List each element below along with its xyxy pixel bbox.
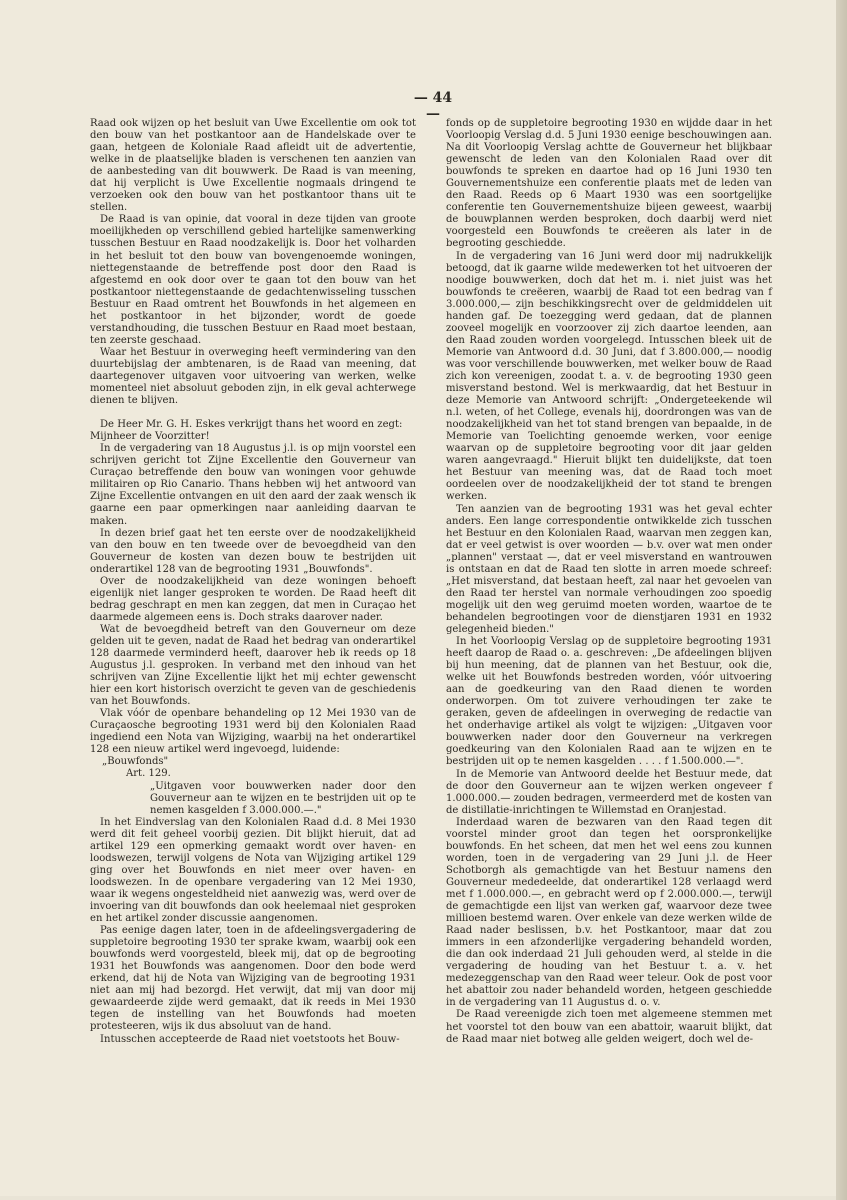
paragraph: In het Eindverslag van den Kolonialen Raad d.d. 8 Mei 1930 werd dit feit geheel voorbij gezien. Dit blijkt hieruit, dat ad artikel 129 een opmerking gemaakt wordt over haven- en loodswezen, terwijl volgens de Nota van Wijziging artikel 129 ging over het Bouwfonds en niet meer over haven- en loodswezen. In de openbare vergadering van 12 Mei 1930, waar ik wegens ongesteldheid niet aanwezig was, werd over de invoering van dit bouwfonds dan ook heelemaal niet gesproken en het artikel zonder discussie aangenomen. [90,816,416,925]
paragraph: Waar het Bestuur in overweging heeft vermindering van den duurtebijslag der ambtenaren, is de Raad van meening, dat daartegenover uitgaven voor uitvoering van werken, welke momenteel niet absoluut geboden zijn, in elk geval achterwege dienen te blijven. [90,346,416,407]
paragraph: De Raad is van opinie, dat vooral in deze tijden van groote moeilijkheden op verschillend gebied hartelijke samenwerking tusschen Bestuur en Raad noodzakelijk is. Door het volharden in het besluit tot den bouw van bovengenoemde woningen, niettegenstaande de betreffende post door den Raad is afgestemd en ook door over te gaan tot den bouw van het postkantoor niettegenstaande de gedachtenwisseling tusschen Bestuur en Raad omtrent het Bouwfonds in het algemeen en het postkantoor in het bijzonder, wordt de goede verstandhouding, die tusschen Bestuur en Raad moet bestaan, ten zeerste geschaad. [90,214,416,346]
paragraph: In de vergadering van 16 Juni werd door mij nadrukkelijk betoogd, dat ik gaarne wilde medewerken tot het uitvoeren der noodige bouwwerken, doch dat het m. i. niet juist was het bouwfonds te creëeren, waarbij de Raad tot een bedrag van f 3.000.000,— zijn beschikkingsrecht over de geldmiddelen uit handen gaf. De toezegging werd gedaan, dat de plannen zooveel mogelijk en voorzoover zij zich daartoe leenden, aan den Raad zouden worden voorgelegd. Intusschen bleek uit de Memorie van Antwoord d.d. 30 Juni, dat f 3.800.000,— noodig was voor verschillende bouwwerken, met welker bouw de Raad zich kon vereenigen, zoodat t. a. v. de begrooting 1930 geen misverstand bestond. Wel is merkwaardig, dat het Bestuur in deze Memorie van Antwoord schrijft: „Ondergeteekende wil n.l. weten, of het College, evenals hij, doordrongen was van de noodzakelijkheid van het tot stand brengen van bepaalde, in de Memorie van Toelichting genoemde werken, voor eenige waarvan op de suppletoire begrooting voor dit jaar gelden waren aangevraagd." Hieruit blijkt ten duidelijkste, dat toen het Bestuur van meening was, dat de Raad toch moet oordeelen over de noodzakelijkheid der tot stand te brengen werken. [446,250,772,503]
salutation: Mijnheer de Voorzitter! [90,431,210,443]
paragraph: Intusschen accepteerde de Raad niet voetstoots het Bouw- [100,1033,400,1045]
article-number: Art. 129. [126,768,171,780]
paragraph: In dezen brief gaat het ten eerste over de noodzakelijkheid van den bouw en ten tweede over de bevoegdheid van den Gouverneur de kosten van dezen bouw te bestrijden uit onderartikel 128 van de begrooting 1931 „Bouwfonds". [90,527,416,575]
paragraph: Inderdaad waren de bezwaren van den Raad tegen dit voorstel minder groot dan tegen het oorspronkelijke bouwfonds. En het scheen, dat men het wel eens zou kunnen worden, toen in de vergadering van 29 Juni j.l. de Heer Schotborgh als gemachtigde van het Bestuur namens den Gouverneur mededeelde, dat onderartikel 128 verlaagd werd met f 1.000.000.—, en gebracht werd op f 2.000.000.—, terwijl de gemachtigde een lijst van werken gaf, waarvoor deze twee millioen bestemd waren. Over enkele van deze werken wilde de Raad nader beslissen, b.v. het Postkantoor, maar dat zou immers in een afzonderlijke vergadering behandeld worden, die dan ook inderdaad 21 Juli gehouden werd, al stelde in die vergadering de houding van het Bestuur t. a. v. het medezeggenschap van den Raad weer teleur. Ook de post voor het abattoir zou nader behandeld worden, hetgeen geschiedde in de vergadering van 11 Augustus d. o. v. [446,816,772,1009]
column-gutter [423,118,424,1128]
paragraph: In de Memorie van Antwoord deelde het Bestuur mede, dat de door den Gouverneur aan te wijzen werken ongeveer f 1.000.000.— zouden bedragen, vermeerderd met de kosten van de distillatie-inrichtingen te Willemstad en Oranjestad. [446,768,772,816]
speaker-intro: De Heer Mr. G. H. Eskes verkrijgt thans het woord en zegt: [100,419,403,431]
paragraph: Vlak vóór de openbare behandeling op 12 Mei 1930 van de Curaçaosche begrooting 1931 werd bij den Kolonialen Raad ingediend een Nota van Wijziging, waarbij na het onderartikel 128 een nieuw artikel werd ingevoegd, luidende: [90,708,416,756]
paragraph: Over de noodzakelijkheid van deze woningen behoeft eigenlijk niet langer gesproken te worden. De Raad heeft dit bedrag geschrapt en men kan zeggen, dat men in Curaçao het daarmede algemeen eens is. Doch straks daarover nader. [90,575,416,623]
paragraph: In de vergadering van 18 Augustus j.l. is op mijn voorstel een schrijven gericht tot Zijne Excellentie den Gouverneur van Curaçao betreffende den bouw van woningen voor gehuwde militairen op Rio Canario. Thans hebben wij het antwoord van Zijne Excellentie ontvangen en uit den aard der zaak wensch ik gaarne een paar opmerkingen naar aanleiding daarvan te maken. [90,443,416,527]
quote-heading: „Bouwfonds" [102,756,169,768]
paragraph: Ten aanzien van de begrooting 1931 was het geval echter anders. Een lange correspondentie ontwikkelde zich tusschen het Bestuur en den Kolonialen Raad, waarvan men zeggen kan, dat er veel getwist is over woorden — b.v. over wat men onder „plannen" verstaat —, dat er veel misverstand en wantrouwen is ontstaan en dat de Raad ten slotte in arren moede schreef: „Het misverstand, dat bestaan heeft, zal naar het gevoelen van den Raad ter herstel van normale verhoudingen zoo spoedig mogelijk uit den weg geruimd moeten worden, waartoe de te behandelen begrootingen voor de dienstjaren 1931 en 1932 gelegenheid bieden." [446,503,772,635]
page-edge [836,0,847,1200]
article-quote: „Uitgaven voor bouwwerken nader door den Gouverneur aan te wijzen en te bestrijden uit op te nemen kasgelden f 3.000.000.—." [150,780,416,816]
paragraph: In het Voorloopig Verslag op de suppletoire begrooting 1931 heeft daarop de Raad o. a. geschreven: „De afdeelingen blijven bij hun meening, dat de plannen van het Bestuur, ook die, welke uit het Bouwfonds bestreden worden, vóór uitvoering aan de goedkeuring van den Raad dienen te worden onderworpen. Om tot zuivere verhoudingen ter zake te geraken, geven de afdeelingen in overweging de redactie van het onderhavige artikel als volgt te wijzigen: „Uitgaven voor bouwwerken nader door den Gouverneur na verkregen goedkeuring van den Kolonialen Raad aan te wijzen en te bestrijden uit op te nemen kasgelden . . . . f 1.500.000.—". [446,636,772,768]
paragraph: De Raad vereenigde zich toen met algemeene stemmen met het voorstel tot den bouw van een abattoir, waaruit blijkt, dat de Raad maar niet botweg alle gelden weigert, doch wel de- [446,1009,772,1045]
paragraph: Wat de bevoegdheid betreft van den Gouverneur om deze gelden uit te geven, nadat de Raad het bedrag van onderartikel 128 daarmede verminderd heeft, daarover heb ik reeds op 18 Augustus j.l. gesproken. In verband met den inhoud van het schrijven van Zijne Excellentie lijkt het mij echter gewenscht hier een kort historisch overzicht te geven van de geschiedenis van het Bouwfonds. [90,623,416,708]
left-column [90,118,416,1046]
paragraph: fonds op de suppletoire begrooting 1930 en wijdde daar in het Voorloopig Verslag d.d. 5 Juni 1930 eenige beschouwingen aan. Na dit Voorloopig Verslag achtte de Gouverneur het blijkbaar gewenscht de leden van den Kolonialen Raad over dit bouwfonds te spreken en daartoe had op 16 Juni 1930 ten Gouvernementshuize een conferentie plaats met de leden van den Raad. Reeds op 6 Maart 1930 was een soortgelijke conferentie ten Gouvernementshuize bijeen geweest, waarbij de bouwplannen werden besproken, doch daarbij werd niet voorgesteld een Bouwfonds te creëeren als later in de begrooting geschiedde. [446,118,772,250]
paragraph: Raad ook wijzen op het besluit van Uwe Excellentie om ook tot den bouw van het postkantoor aan de Handelskade over te gaan, hetgeen de Koloniale Raad afleidt uit de advertentie, welke in de plaatselijke bladen is verschenen ten aanzien van de aanbesteding van dit bouwwerk. De Raad is van meening, dat hij verplicht is Uwe Excellentie nogmaals dringend te verzoeken ook den bouw van het postkantoor thans uit te stellen. [90,118,416,214]
paragraph: Pas eenige dagen later, toen in de afdeelingsvergadering de suppletoire begrooting 1930 ter sprake kwam, waarbij ook een bouwfonds werd voorgesteld, bleek mij, dat op de begrooting 1931 het Bouwfonds was aangenomen. Door den bode werd erkend, dat hij de Nota van Wijziging van de begrooting 1931 niet aan mij had bezorgd. Het verwijt, dat mij van door mij gewaardeerde zijde werd gemaakt, dat ik reeds in Mei 1930 tegen de instelling van het Bouwfonds had moeten protesteeren, wijs ik dus absoluut van de hand. [90,925,416,1033]
page-number: — 44 — [413,90,453,122]
right-column [446,118,772,1046]
